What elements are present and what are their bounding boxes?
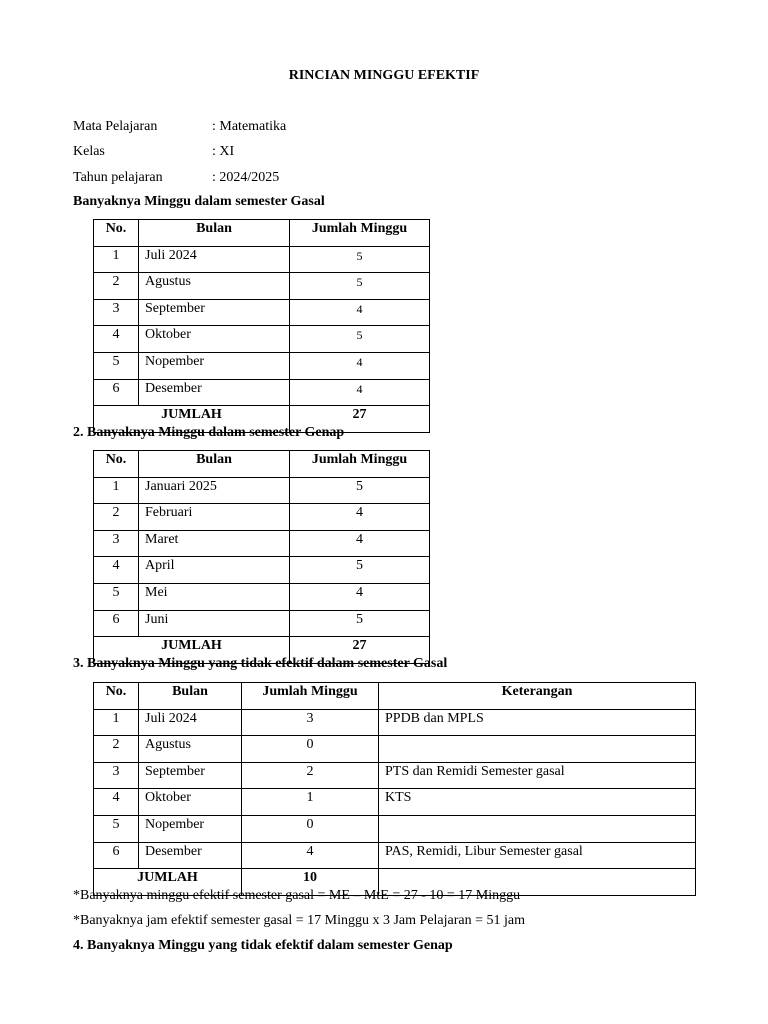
cell-jumlah: 4 <box>290 530 430 557</box>
cell-bulan: September <box>139 299 290 326</box>
cell-no: 4 <box>94 789 139 816</box>
cell-bulan: Desember <box>139 379 290 406</box>
table-row <box>94 842 696 869</box>
cell-no: 2 <box>94 504 139 531</box>
table-row <box>94 762 696 789</box>
header-jumlah: Jumlah Minggu <box>242 683 379 710</box>
cell-no: 2 <box>94 736 139 763</box>
header-bulan: Bulan <box>139 683 242 710</box>
cell-bulan: Oktober <box>139 789 242 816</box>
cell-bulan: September <box>139 762 242 789</box>
table-header-row <box>94 220 430 247</box>
cell-no: 4 <box>94 326 139 353</box>
meta-class <box>73 144 234 160</box>
cell-no: 5 <box>94 815 139 842</box>
cell-bulan: Agustus <box>139 273 290 300</box>
cell-no: 5 <box>94 352 139 379</box>
meta-label: Mata Pelajaran <box>73 119 158 134</box>
total-value: 10 <box>242 869 379 896</box>
table-row <box>94 504 430 531</box>
section1-table <box>93 219 430 433</box>
cell-jumlah: 4 <box>242 842 379 869</box>
header-jumlah: Jumlah Minggu <box>290 451 430 478</box>
cell-bulan: Juni <box>139 610 290 637</box>
meta-value: : XI <box>212 144 235 159</box>
table-row <box>94 815 696 842</box>
table-header-row <box>94 683 696 710</box>
cell-keterangan <box>379 736 696 763</box>
total-label: JUMLAH <box>94 406 290 433</box>
note-effective-hours: *Banyaknya jam efektif semester gasal = 17 Minggu x 3 Jam Pelajaran = 51 jam <box>73 913 526 928</box>
table-row <box>94 246 430 273</box>
total-value: 27 <box>290 637 430 664</box>
cell-no: 3 <box>94 299 139 326</box>
table-row <box>94 477 430 504</box>
cell-jumlah: 1 <box>242 789 379 816</box>
cell-bulan: Juli 2024 <box>139 709 242 736</box>
table-row <box>94 299 430 326</box>
cell-no: 1 <box>94 246 139 273</box>
cell-jumlah: 5 <box>290 477 430 504</box>
header-no: No. <box>94 220 139 247</box>
meta-value: : Matematika <box>212 119 287 134</box>
cell-bulan: Maret <box>139 530 290 557</box>
cell-bulan: Juli 2024 <box>139 246 290 273</box>
cell-no: 6 <box>94 610 139 637</box>
meta-year <box>73 170 279 186</box>
cell-no: 6 <box>94 842 139 869</box>
cell-no: 2 <box>94 273 139 300</box>
header-jumlah: Jumlah Minggu <box>290 220 430 247</box>
cell-jumlah: 4 <box>290 504 430 531</box>
section2-table <box>93 450 430 664</box>
cell-jumlah: 4 <box>290 583 430 610</box>
cell-no: 6 <box>94 379 139 406</box>
table-row <box>94 709 696 736</box>
cell-jumlah: 5 <box>290 246 430 273</box>
cell-keterangan: PPDB dan MPLS <box>379 709 696 736</box>
cell-jumlah: 4 <box>290 352 430 379</box>
cell-bulan: Desember <box>139 842 242 869</box>
cell-jumlah: 4 <box>290 379 430 406</box>
cell-jumlah: 5 <box>290 273 430 300</box>
header-keterangan: Keterangan <box>379 683 696 710</box>
section2-heading: 2. Banyaknya Minggu dalam semester Genap <box>73 425 345 440</box>
cell-jumlah: 3 <box>242 709 379 736</box>
cell-jumlah: 5 <box>290 610 430 637</box>
cell-no: 4 <box>94 557 139 584</box>
cell-jumlah: 0 <box>242 736 379 763</box>
total-label: JUMLAH <box>94 869 242 896</box>
table-row <box>94 610 430 637</box>
cell-no: 1 <box>94 709 139 736</box>
cell-bulan: April <box>139 557 290 584</box>
meta-label: Tahun pelajaran <box>73 170 163 185</box>
cell-no: 5 <box>94 583 139 610</box>
cell-bulan: Februari <box>139 504 290 531</box>
header-bulan: Bulan <box>139 451 290 478</box>
section1-heading: Banyaknya Minggu dalam semester Gasal <box>73 194 325 209</box>
table-row <box>94 530 430 557</box>
cell-keterangan <box>379 815 696 842</box>
table-row <box>94 273 430 300</box>
cell-keterangan: PTS dan Remidi Semester gasal <box>379 762 696 789</box>
section4-heading: 4. Banyaknya Minggu yang tidak efektif dalam semester Genap <box>73 938 453 953</box>
cell-bulan: Nopember <box>139 815 242 842</box>
cell-bulan: Januari 2025 <box>139 477 290 504</box>
table-row <box>94 326 430 353</box>
header-no: No. <box>94 683 139 710</box>
cell-bulan: Oktober <box>139 326 290 353</box>
cell-jumlah: 5 <box>290 326 430 353</box>
cell-jumlah: 5 <box>290 557 430 584</box>
cell-jumlah: 2 <box>242 762 379 789</box>
meta-subject <box>73 119 286 135</box>
cell-jumlah: 0 <box>242 815 379 842</box>
total-value: 27 <box>290 406 430 433</box>
table-row <box>94 789 696 816</box>
table-row <box>94 583 430 610</box>
table-header-row <box>94 451 430 478</box>
cell-no: 1 <box>94 477 139 504</box>
cell-keterangan: PAS, Remidi, Libur Semester gasal <box>379 842 696 869</box>
section3-heading: 3. Banyaknya Minggu yang tidak efektif dalam semester Gasal <box>73 656 448 671</box>
cell-bulan: Mei <box>139 583 290 610</box>
cell-jumlah: 4 <box>290 299 430 326</box>
table-row <box>94 379 430 406</box>
cell-no: 3 <box>94 530 139 557</box>
cell-bulan: Agustus <box>139 736 242 763</box>
section3-table <box>93 682 696 896</box>
table-row <box>94 352 430 379</box>
cell-no: 3 <box>94 762 139 789</box>
table-row <box>94 557 430 584</box>
cell-keterangan: KTS <box>379 789 696 816</box>
table-row <box>94 736 696 763</box>
header-bulan: Bulan <box>139 220 290 247</box>
header-no: No. <box>94 451 139 478</box>
cell-bulan: Nopember <box>139 352 290 379</box>
meta-value: : 2024/2025 <box>212 170 280 185</box>
page-title: RINCIAN MINGGU EFEKTIF <box>288 68 480 83</box>
meta-label: Kelas <box>73 144 105 159</box>
note-effective-weeks: *Banyaknya minggu efektif semester gasal = ME – MtE = 27 - 10 = 17 Minggu <box>73 888 521 903</box>
total-label: JUMLAH <box>94 637 290 664</box>
